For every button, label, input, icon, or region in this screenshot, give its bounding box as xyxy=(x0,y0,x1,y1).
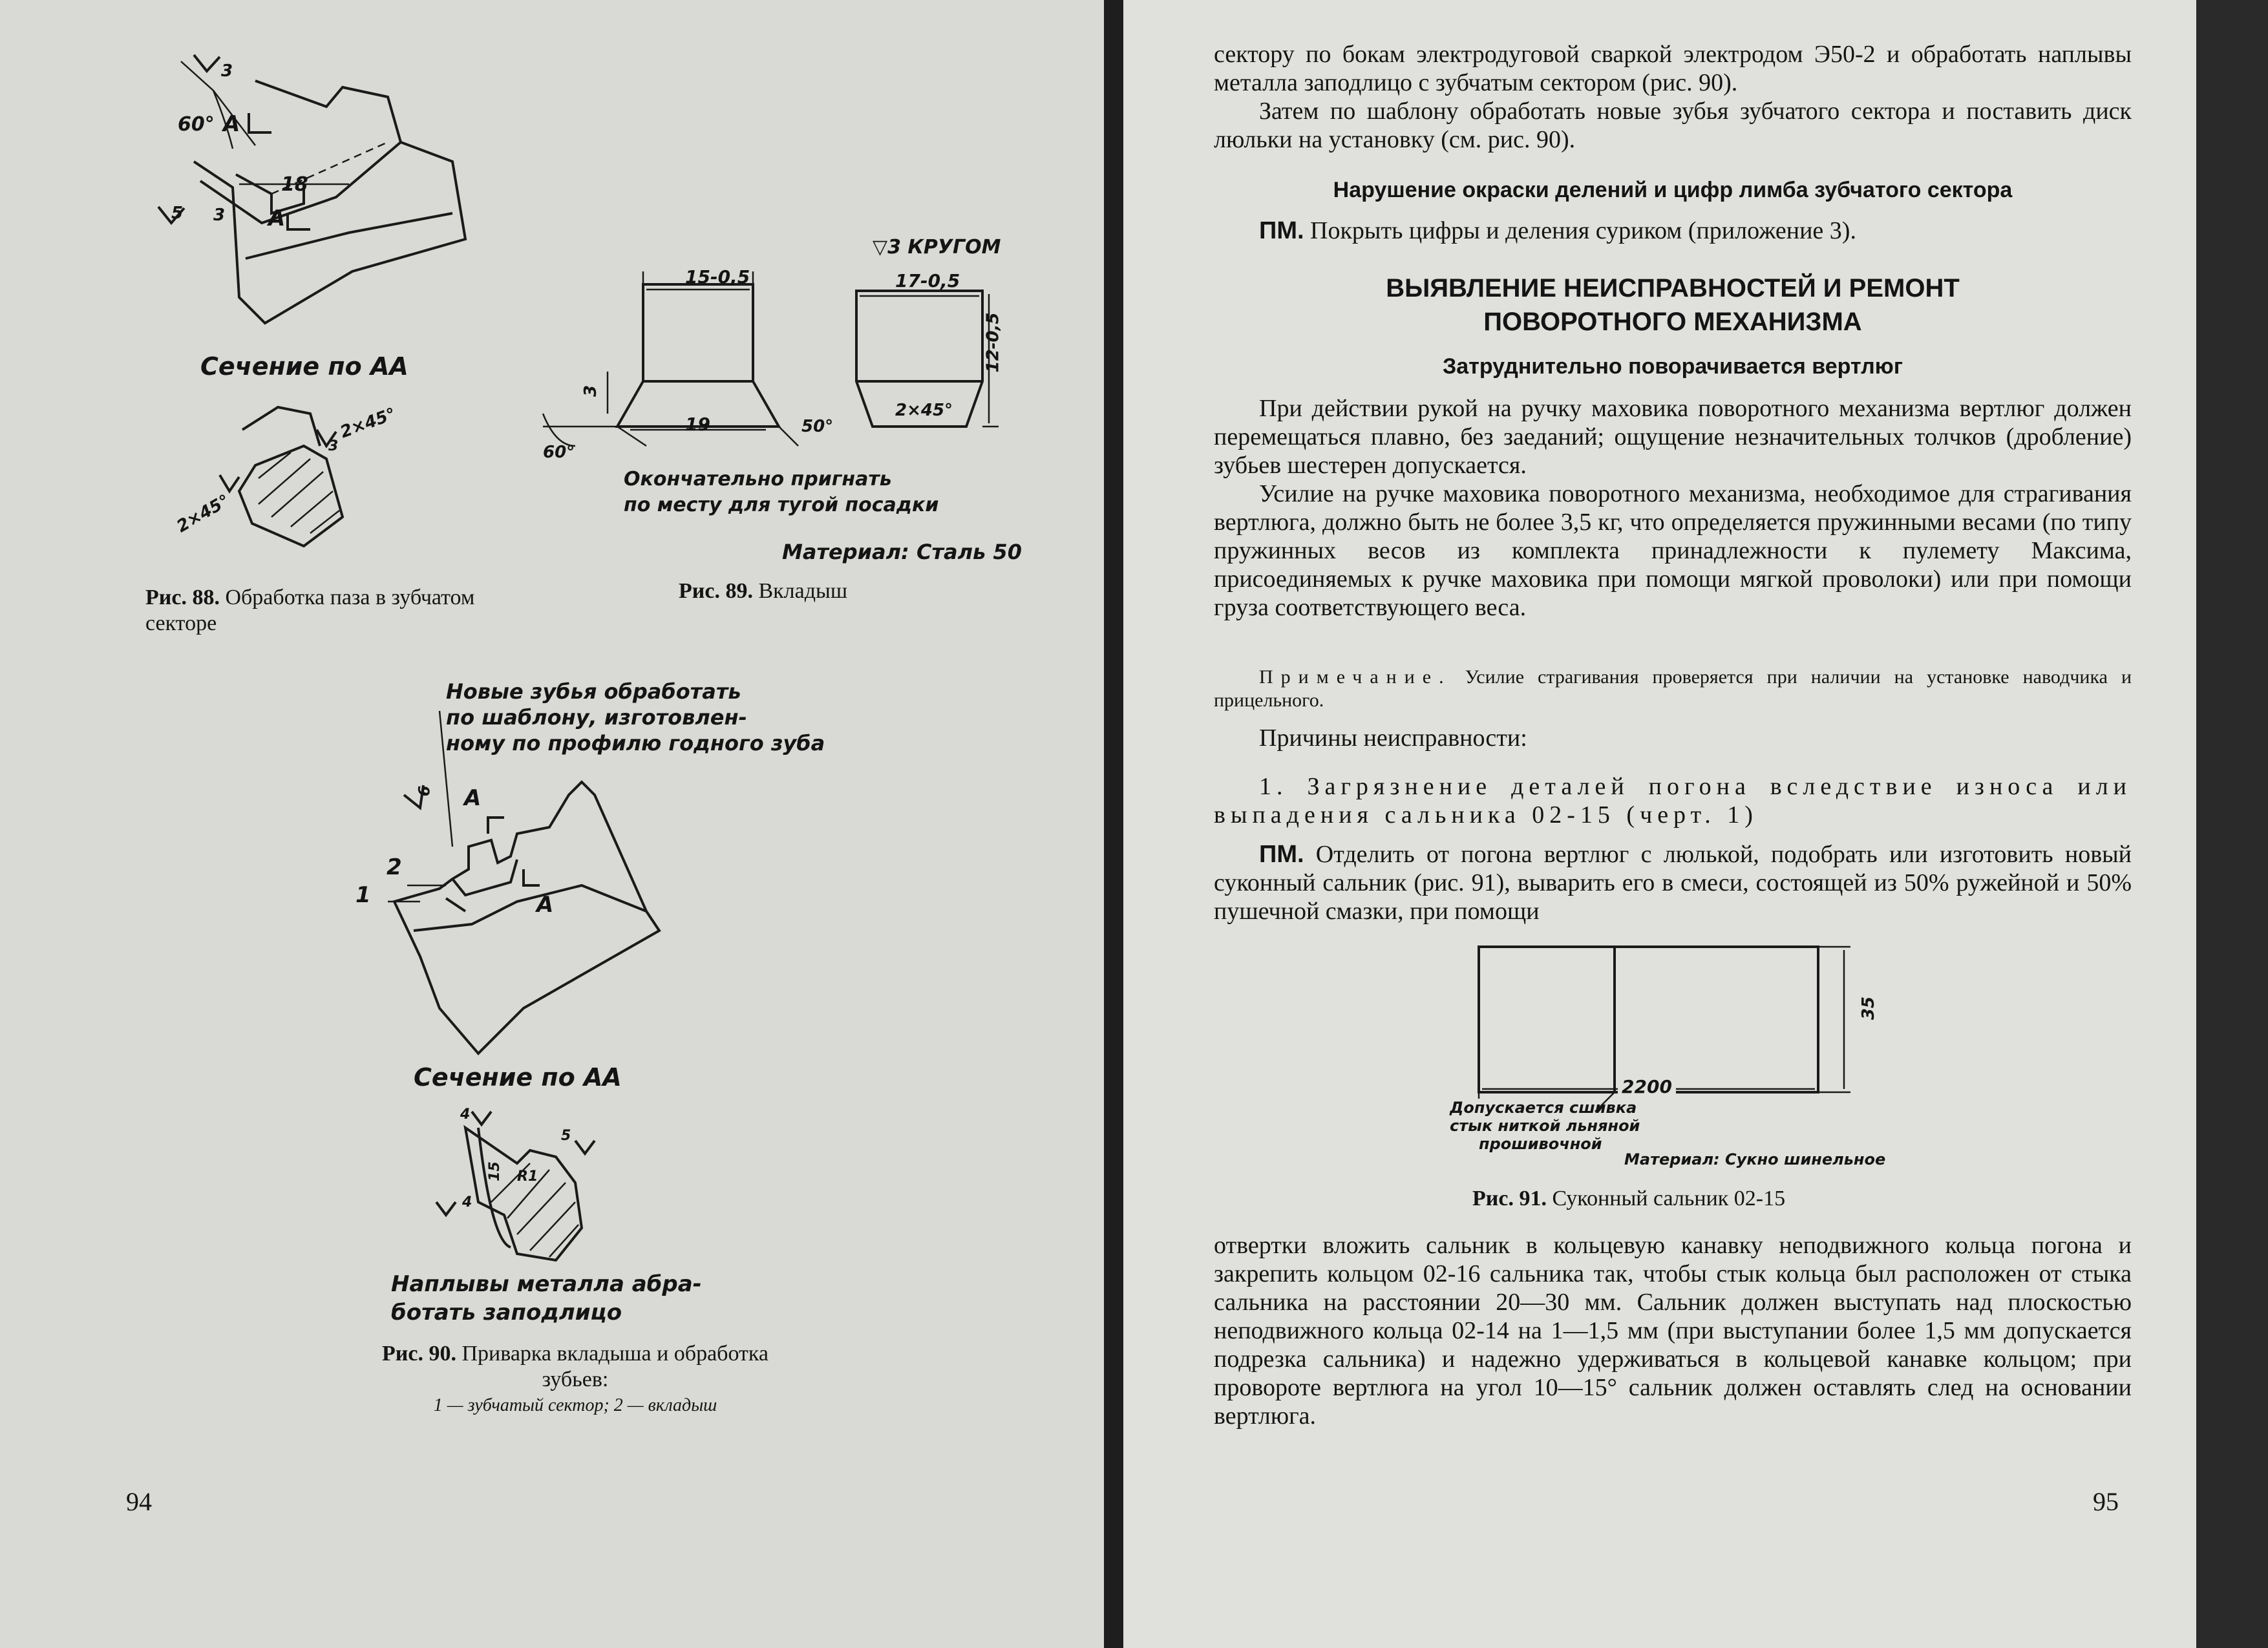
fig90-caption-sub: 1 — зубчатый сектор; 2 — вкладыш xyxy=(433,1395,717,1415)
fig88-caption-text: Обработка паза в зубчатом секторе xyxy=(145,586,475,635)
fig89-dim-17: 17-0,5 xyxy=(895,270,960,291)
fig89-dim-60: 60° xyxy=(543,443,575,462)
book-gutter xyxy=(1104,0,1123,1648)
paragraph-3: отвертки вложить сальник в кольцевую канавку неподвижного кольца погона и закрепить кольцом 02-16 сальника так, чтобы стык кольца был расположен от стыка сальника на расстоянии 20—30 мм. Сальник должен выступать над плоскостью неподвижного кольца 02-14 на 1—1,5 мм (при выступании более 1,5 мм допускается подрезка сальника) и надежно удерживаться в кольцевой канавке кольцом; при провороте вертлюга на угол 10—15° сальник должен оставлять след на основании вертлюга. xyxy=(1214,1232,2132,1430)
fig88-dim-5: 5 xyxy=(171,204,184,223)
note-label: Примечание. xyxy=(1259,666,1452,688)
fig90-note-line2: по шаблону, изготовлен- xyxy=(446,705,747,730)
fig90-weld-note xyxy=(391,1270,702,1327)
fig90-weld-note-line2: ботать заподлицо xyxy=(391,1300,622,1326)
fig89-chamfer: 2×45° xyxy=(895,401,953,420)
fig89-roughness-note: ▽3 КРУГОМ xyxy=(873,236,1001,259)
sub-heading-paint: Нарушение окраски делений и цифр лимба зубчатого сектора xyxy=(1333,178,2013,202)
fig88-roughness-3: 3 xyxy=(328,438,339,454)
fig88-label-a-top: A xyxy=(223,111,240,137)
fig90-label-2: 2 xyxy=(387,854,402,880)
background-edge xyxy=(2196,0,2268,1648)
left-page xyxy=(0,0,1104,1648)
fig89-dim-19: 19 xyxy=(685,414,710,435)
sub-heading-swivel: Затруднительно поворачивается вертлюг xyxy=(1443,354,1903,379)
fig88-caption-num: Рис. 88. xyxy=(145,586,220,609)
fig88-section-title: Сечение по АА xyxy=(200,352,408,381)
fig90-roughness-5: 5 xyxy=(561,1128,571,1144)
fig91-drawing xyxy=(1123,0,1124,1)
paragraph-1: При действии рукой на ручку маховика поворотного механизма вертлюг должен перемещаться плавно, без заеданий; ощущение незначительных толчков (дробление) зубьев шестерен допускается. xyxy=(1214,395,2132,479)
page-number-left: 94 xyxy=(126,1487,152,1516)
fig90-section-title: Сечение по АА xyxy=(414,1063,622,1092)
right-page xyxy=(1123,0,2196,1648)
fig91-material: Материал: Сукно шинельное xyxy=(1624,1150,1886,1168)
fig89-material: Материал: Сталь 50 xyxy=(782,540,1022,564)
pm-text-2: Отделить от погона вертлюг с люлькой, подобрать или изготовить новый суконный сальник (рис. 91), выварить его в смеси, состоящей из 50% ружейной и 50% пушечной смазки, при помощи xyxy=(1214,841,2132,925)
fig91-note-line3: прошивочной xyxy=(1479,1135,1602,1153)
fig89-caption xyxy=(679,578,847,604)
paragraph-2: Усилие на ручке маховика поворотного механизма, необходимое для страгивания вертлюга, должно быть не более 3,5 кг, что определяется пружинными весами (по типу пружинных весов из комплекта принадлежности к пулемету Максима, присоединяемых к ручке маховика при помощи мягкой проволоки) или при помощи груза соответствующего веса. xyxy=(1214,480,2132,621)
fig89-dim-12: 12-0,5 xyxy=(983,312,1003,373)
causes-label: Причины неисправности: xyxy=(1259,724,1527,752)
fig90-dim-15: 15 xyxy=(486,1161,503,1181)
fig91-caption-num: Рис. 91. xyxy=(1472,1187,1547,1210)
page-number-right: 95 xyxy=(2093,1487,2119,1516)
fig91-dim-35: 35 xyxy=(1859,996,1879,1020)
fig89-dim-50: 50° xyxy=(801,417,834,436)
fig89-note-line2: по месту для тугой посадки xyxy=(624,494,939,516)
pm-label-1: ПМ. xyxy=(1259,217,1304,244)
pm-seal xyxy=(1214,840,2132,925)
fig90-caption-num: Рис. 90. xyxy=(382,1342,456,1366)
fig90-roughness-4a: 4 xyxy=(460,1106,471,1123)
fig88-chamfer-right: 2×45° xyxy=(337,404,399,443)
fig90-caption-text: Приварка вкладыша и обработка зубьев: xyxy=(461,1342,768,1391)
pm-label-2: ПМ. xyxy=(1259,841,1304,868)
fig90-dim-r1: R1 xyxy=(517,1168,538,1185)
fig90-note-line3: ному по профилю годного зуба xyxy=(446,731,825,755)
fig88-dim-18: 18 xyxy=(281,173,308,196)
note-text: Усилие страгивания проверяется при наличии на установке наводчика и прицельного. xyxy=(1214,666,2132,711)
fig89-dim-3: 3 xyxy=(581,385,601,397)
fig90-roughness-4b: 4 xyxy=(462,1194,472,1210)
fig91-dim-2200: 2200 xyxy=(1618,1076,1676,1097)
section-heading-line1: ВЫЯВЛЕНИЕ НЕИСПРАВНОСТЕЙ И РЕМОНТ xyxy=(1386,274,1960,302)
fig90-section-drawing xyxy=(0,0,1,1)
fig88-label-a-bottom: A xyxy=(268,206,286,231)
section-heading xyxy=(1214,271,2132,339)
fig88-dim-3-side: 3 xyxy=(213,206,226,225)
fig88-dim-3-top: 3 xyxy=(221,61,233,81)
fig90-note xyxy=(446,679,825,756)
fig89-dim-15: 15-0,5 xyxy=(685,266,750,288)
fig90-note-line1: Новые зубья обработать xyxy=(446,679,741,704)
section-heading-line2: ПОВОРОТНОГО МЕХАНИЗМА xyxy=(1483,308,1862,336)
fig88-dim-60: 60° xyxy=(178,113,215,136)
fig91-caption-text: Суконный сальник 02-15 xyxy=(1552,1187,1786,1210)
fig89-note-line1: Окончательно пригнать xyxy=(624,468,892,491)
intro-paragraph-1: сектору по бокам электродуговой сваркой электродом Э50-2 и обработать наплывы металла заподлицо с зубчатым сектором (рис. 90). xyxy=(1214,41,2132,96)
fig89-note xyxy=(624,467,938,518)
fig91-note-line2: стык ниткой льняной xyxy=(1450,1117,1640,1135)
note-block xyxy=(1214,666,2132,712)
fig91-note xyxy=(1450,1099,1640,1153)
fig89-caption-text: Вкладыш xyxy=(758,579,848,603)
fig88-caption xyxy=(145,585,501,637)
fig90-label-1: 1 xyxy=(355,882,371,908)
fig88-chamfer-left: 2×45° xyxy=(173,491,233,537)
fig90-caption xyxy=(349,1341,801,1419)
fig91-caption xyxy=(1472,1186,1785,1212)
pm-text-1: Покрыть цифры и деления суриком (приложение 3). xyxy=(1310,217,1856,244)
fig90-label-a-top: A xyxy=(464,785,482,811)
intro-paragraph xyxy=(1214,40,2132,154)
fig90-roughness-6: 6 xyxy=(415,785,434,797)
intro-paragraph-2: Затем по шаблону обработать новые зубья зубчатого сектора и поставить диск люльки на установку (см. рис. 90). xyxy=(1214,98,2132,153)
cause-1: 1. Загрязнение деталей погона вследствие износа или выпадения сальника 02-15 (черт. 1) xyxy=(1214,773,2132,829)
fig90-weld-note-line1: Наплывы металла абра- xyxy=(391,1271,702,1297)
fig91-note-line1: Допускается сшивка xyxy=(1450,1099,1637,1117)
fig89-caption-num: Рис. 89. xyxy=(679,579,753,603)
pm-repaint xyxy=(1259,217,2132,245)
fig90-label-a-bottom: A xyxy=(536,892,554,918)
